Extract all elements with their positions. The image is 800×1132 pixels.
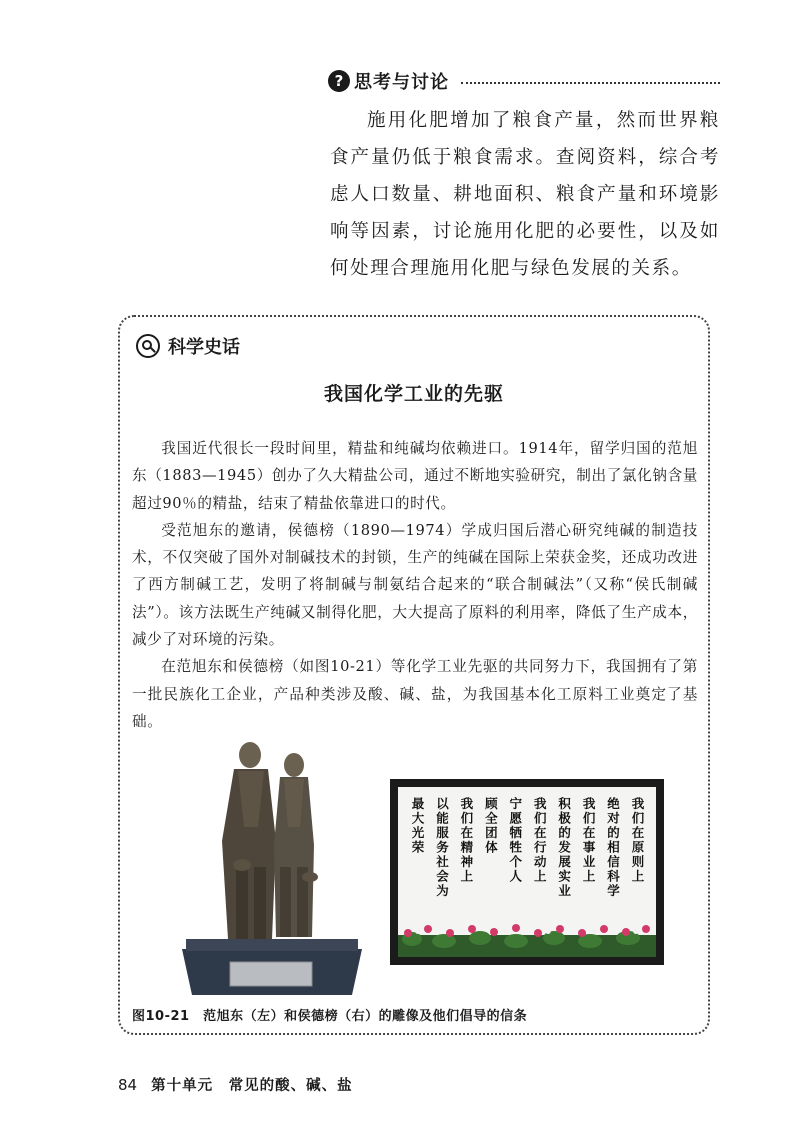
motto-text	[410, 797, 644, 917]
page-footer	[118, 1074, 353, 1095]
unit-title: 第十单元 常见的酸、碱、盐	[151, 1078, 353, 1094]
science-history-box	[118, 315, 710, 1035]
motto-line: 宁愿牺牲个人	[507, 797, 523, 884]
magnifier-icon	[136, 334, 160, 358]
motto-line: 我们在原则上	[629, 797, 645, 884]
motto-board	[398, 787, 656, 957]
flower-bed	[398, 917, 656, 957]
motto-line: 我们在事业上	[581, 797, 597, 884]
dotted-rule	[461, 82, 720, 84]
question-icon: ?	[328, 70, 350, 92]
motto-line: 顾全团体	[483, 797, 499, 855]
motto-photo	[390, 779, 664, 965]
science-history-title: 科学史话	[168, 337, 240, 358]
article-paragraph: 在范旭东和侯德榜（如图10-21）等化学工业先驱的共同努力下，我国拥有了第一批民族化工企业，产品种类涉及酸、碱、盐，为我国基本化工原料工业奠定了基础。	[132, 658, 698, 730]
think-discuss-title: 思考与讨论	[354, 72, 449, 93]
science-history-header	[136, 333, 240, 359]
think-discuss-text: 施用化肥增加了粮食产量，然而世界粮食产量仍低于粮食需求。查阅资料，综合考虑人口数量、耕地面积、粮食产量和环境影响等因素，讨论施用化肥的必要性，以及如何处理合理施用化肥与绿色发展的关系。	[330, 110, 720, 279]
motto-line: 我们在行动上	[532, 797, 548, 884]
article-title: 我国化学工业的先驱	[323, 383, 504, 405]
statue-photo	[172, 717, 372, 997]
page-number: 84	[118, 1076, 138, 1094]
motto-line: 积极的发展实业	[556, 797, 572, 899]
motto-line: 最大光荣	[410, 797, 425, 855]
statue-illustration	[172, 717, 372, 997]
motto-line: 我们在精神上	[458, 797, 474, 884]
article-paragraph: 受范旭东的邀请，侯德榜（1890—1974）学成归国后潜心研究纯碱的制造技术，不仅突破了国外对制碱技术的封锁，生产的纯碱在国际上荣获金奖，还成功改进了西方制碱工艺，发明了将制碱与制氨结合起来的“联合制碱法”（又称“侯氏制碱法”）。该方法既生产纯碱又制得化肥，大大提高了原料的利用率，降低了生产成本，减少了对环境的污染。	[132, 521, 698, 649]
think-discuss-header	[328, 66, 720, 96]
article-body	[132, 435, 698, 735]
figure-caption: 图10-21 范旭东（左）和侯德榜（右）的雕像及他们倡导的信条	[132, 1009, 528, 1024]
article-paragraph: 我国近代很长一段时间里，精盐和纯碱均依赖进口。1914年，留学归国的范旭东（1883—1945）创办了久大精盐公司，通过不断地实验研究，制出了氯化钠含量超过90％的精盐，结束了精盐依靠进口的时代。	[132, 440, 698, 512]
motto-line: 绝对的相信科学	[605, 797, 621, 899]
motto-line: 以能服务社会为	[434, 797, 450, 899]
